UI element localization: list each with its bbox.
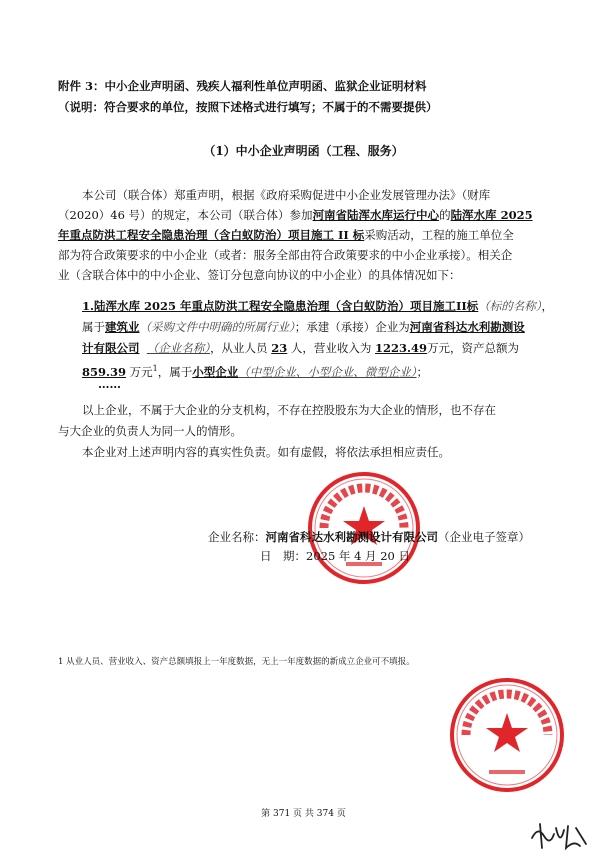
para2-line1: 以上企业，不属于大企业的分支机构，不存在控股股东为大企业的情形，也不存在 (82, 403, 496, 417)
footnote: 1 从业人员、营业收入、资产总额填报上一年度数据，无上一年度数据的新成立企业可不填报。 (58, 657, 415, 667)
project-name-part2: 年重点防洪工程安全隐患治理（含白蚁防治）项目施工 II 标 (58, 228, 365, 242)
page-number: 第 371 页 共 374 页 (261, 809, 346, 819)
para1-line1: 本公司（联合体）郑重声明，根据《政府采购促进中小企业发展管理办法》（财库 (82, 188, 491, 202)
para3: 本企业对上述声明内容的真实性负责。如有虚假，将依法承担相应责任。 (82, 445, 450, 459)
para1-line2: （2020）46 号）的规定，本公司（联合体）参加河南省陆浑水库运行中心的陆浑水库 2025 (58, 208, 533, 222)
item-line4: 859.39 万元$^1$，属于小型企业（中型企业、小型企业、微型企业）； (82, 364, 429, 379)
ellipsis: …… (98, 377, 121, 391)
signature-date-line: 日 期：2025 年 4 月 20 日 (260, 549, 410, 563)
company-seal-icon (448, 676, 566, 794)
company-name-part1: 河南省科达水利勘测设 (409, 320, 525, 334)
enterprise-type: 小型企业 (192, 365, 239, 379)
revenue: 1223.49 (375, 341, 428, 355)
company-name-part2: 计有限公司 (82, 341, 140, 355)
item-line2: 属于建筑业（采购文件中明确的所属行业）；承建（承接）企业为河南省科达水利勘测设 (82, 320, 525, 334)
signature-company: 河南省科达水利勘测设计有限公司 (265, 530, 438, 544)
section-title: （1）中小企业声明函（工程、服务） (203, 144, 404, 158)
signature-company-line: 企业名称：河南省科达水利勘测设计有限公司（企业电子签章） (208, 530, 530, 544)
handwritten-signature-icon (528, 818, 592, 854)
para1-line3: 年重点防洪工程安全隐患治理（含白蚁防治）项目施工 II 标采购活动，工程的施工单位全 (58, 228, 514, 242)
project-name-part1: 陆浑水库 2025 (450, 208, 533, 222)
para2-line2: 与大企业的负责人为同一人的情形。 (58, 424, 242, 438)
item-line1: 1.陆浑水库 2025 年重点防洪工程安全隐患治理（含白蚁防治）项目施工II标（标的名称）， (82, 299, 554, 313)
industry: 建筑业 (105, 320, 140, 334)
attachment-note: （说明：符合要求的单位，按照下述格式进行填写；不属于的不需要提供） (58, 100, 438, 114)
signature-date: 2025 年 4 月 20 日 (306, 549, 410, 563)
para1-line5: 业（含联合体中的中小企业、签订分包意向协议的中小企业）的具体情况如下： (58, 268, 461, 282)
total-assets: 859.39 (82, 365, 127, 379)
company-seal-icon (306, 470, 422, 586)
staff-count: 23 (271, 341, 288, 355)
attachment-title: 附件 3：中小企业声明函、残疾人福利性单位声明函、监狱企业证明材料 (58, 79, 427, 93)
buyer-name: 河南省陆浑水库运行中心 (312, 208, 440, 222)
bid-item-name: 1.陆浑水库 2025 年重点防洪工程安全隐患治理（含白蚁防治）项目施工II标 (82, 299, 479, 313)
item-line3: 计有限公司 （企业名称），从业人员 23 人，营业收入为 1223.49万元，资产总额为 (82, 341, 520, 355)
para1-line4: 部为符合政策要求的中小企业（或者：服务全部由符合政策要求的中小企业承接）。相关企 (58, 248, 513, 262)
